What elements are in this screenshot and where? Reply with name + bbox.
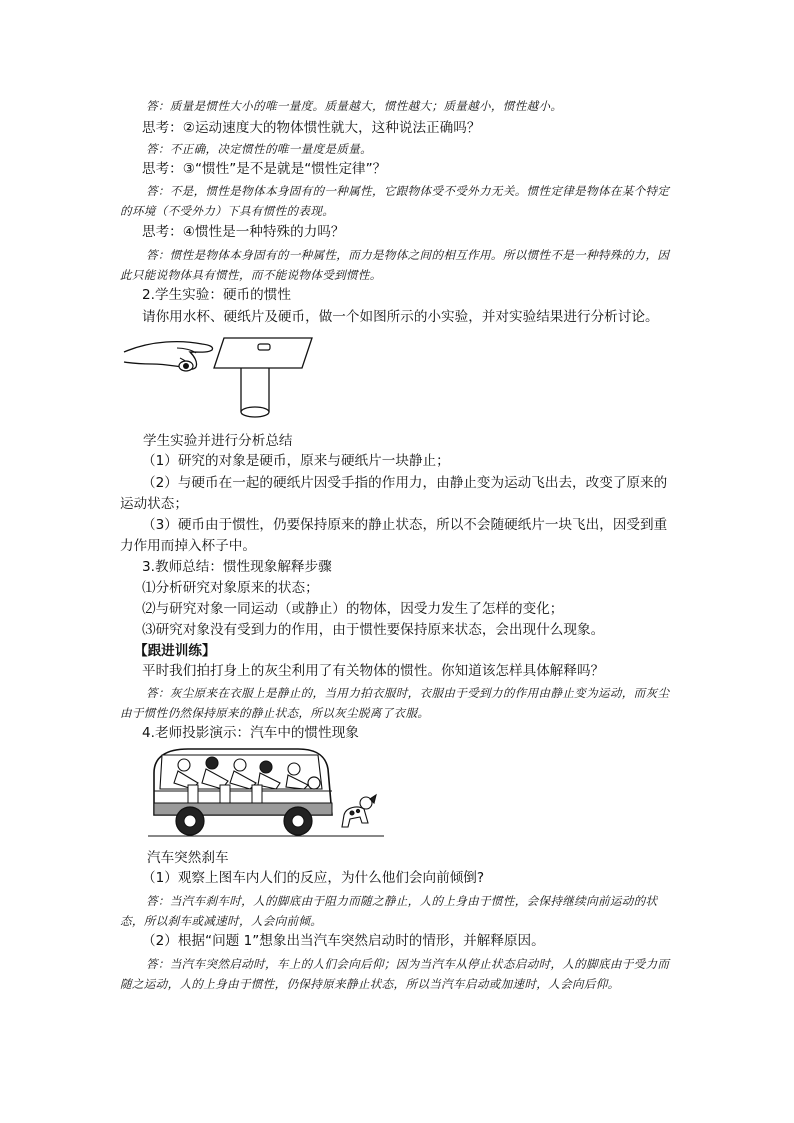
summary-1: （1）研究的对象是硬币，原来与硬纸片一块静止； bbox=[142, 453, 450, 469]
summary-title: 学生实验并进行分析总结 bbox=[143, 433, 293, 449]
bus-braking-figure bbox=[148, 743, 388, 845]
answer-1: 答：质量是惯性大小的唯一量度。质量越大，惯性越大；质量越小，惯性越小。 bbox=[146, 99, 563, 113]
step-3: ⑶研究对象没有受到力的作用，由于惯性要保持原来状态，会出现什么现象。 bbox=[142, 622, 605, 638]
training-answer: 答：灰尘原来在衣服上是静止的，当用力拍衣服时，衣服由于受到力的作用由静止变为运动，而灰尘由于惯性仍然保持原来的静止状态，所以灰尘脱离了衣服。 bbox=[120, 686, 670, 720]
question-3: 思考：③“惯性”是不是就是“惯性定律”？ bbox=[142, 161, 387, 177]
section-3-title: 3.教师总结：惯性现象解释步骤 bbox=[142, 559, 332, 575]
section-2-text: 请你用水杯、硬纸片及硬币，做一个如图所示的小实验，并对实验结果进行分析讨论。 bbox=[142, 309, 659, 325]
figure-caption: 汽车突然刹车 bbox=[147, 850, 229, 866]
step-2: ⑵与研究对象一同运动（或静止）的物体，因受力发生了怎样的变化； bbox=[142, 601, 564, 617]
question-4: 思考：④惯性是一种特殊的力吗？ bbox=[142, 224, 345, 240]
training-heading: 【跟进训练】 bbox=[134, 643, 216, 659]
summary-2: （2）与硬币在一起的硬纸片因受手指的作用力，由静止变为运动飞出去，改变了原来的运动状态； bbox=[120, 475, 668, 512]
answer-2: 答：不正确，决定惯性的唯一量度是质量。 bbox=[146, 142, 372, 156]
coin-experiment-figure bbox=[122, 330, 332, 422]
car-question-1: （1）观察上图车内人们的反应，为什么他们会向前倾倒? bbox=[142, 870, 485, 886]
summary-3: （3）硬币由于惯性，仍要保持原来的静止状态，所以不会随硬纸片一块飞出，因受到重力作用而掉入杯子中。 bbox=[120, 517, 668, 554]
answer-4: 答：惯性是物体本身固有的一种属性，而力是物体之间的相互作用。所以惯性不是一种特殊的力，因此只能说物体具有惯性，而不能说物体受到惯性。 bbox=[120, 248, 670, 282]
car-question-2: （2）根据“问题 1”想象出当汽车突然启动时的情形，并解释原因。 bbox=[142, 933, 545, 949]
car-answer-1: 答：当汽车刹车时，人的脚底由于阻力而随之静止，人的上身由于惯性，会保持继续向前运动的状态，所以刹车或减速时，人会向前倾。 bbox=[120, 894, 658, 928]
car-answer-2: 答：当汽车突然启动时，车上的人们会向后仰；因为当汽车从停止状态启动时，人的脚底由于受力而随之运动，人的上身由于惯性，仍保持原来静止状态，所以当汽车启动或加速时，人会向后仰。 bbox=[120, 957, 670, 991]
question-2: 思考：②运动速度大的物体惯性就大，这种说法正确吗？ bbox=[142, 120, 481, 136]
answer-3: 答：不是，惯性是物体本身固有的一种属性，它跟物体受不受外力无关。惯性定律是物体在某个特定的环境（不受外力）下具有惯性的表现。 bbox=[120, 184, 670, 218]
training-question: 平时我们拍打身上的灰尘利用了有关物体的惯性。你知道该怎样具体解释吗？ bbox=[142, 663, 605, 679]
section-2-title: 2.学生实验：硬币的惯性 bbox=[142, 287, 291, 303]
section-4-title: 4.老师投影演示：汽车中的惯性现象 bbox=[142, 725, 359, 741]
step-1: ⑴分析研究对象原来的状态； bbox=[142, 580, 319, 596]
